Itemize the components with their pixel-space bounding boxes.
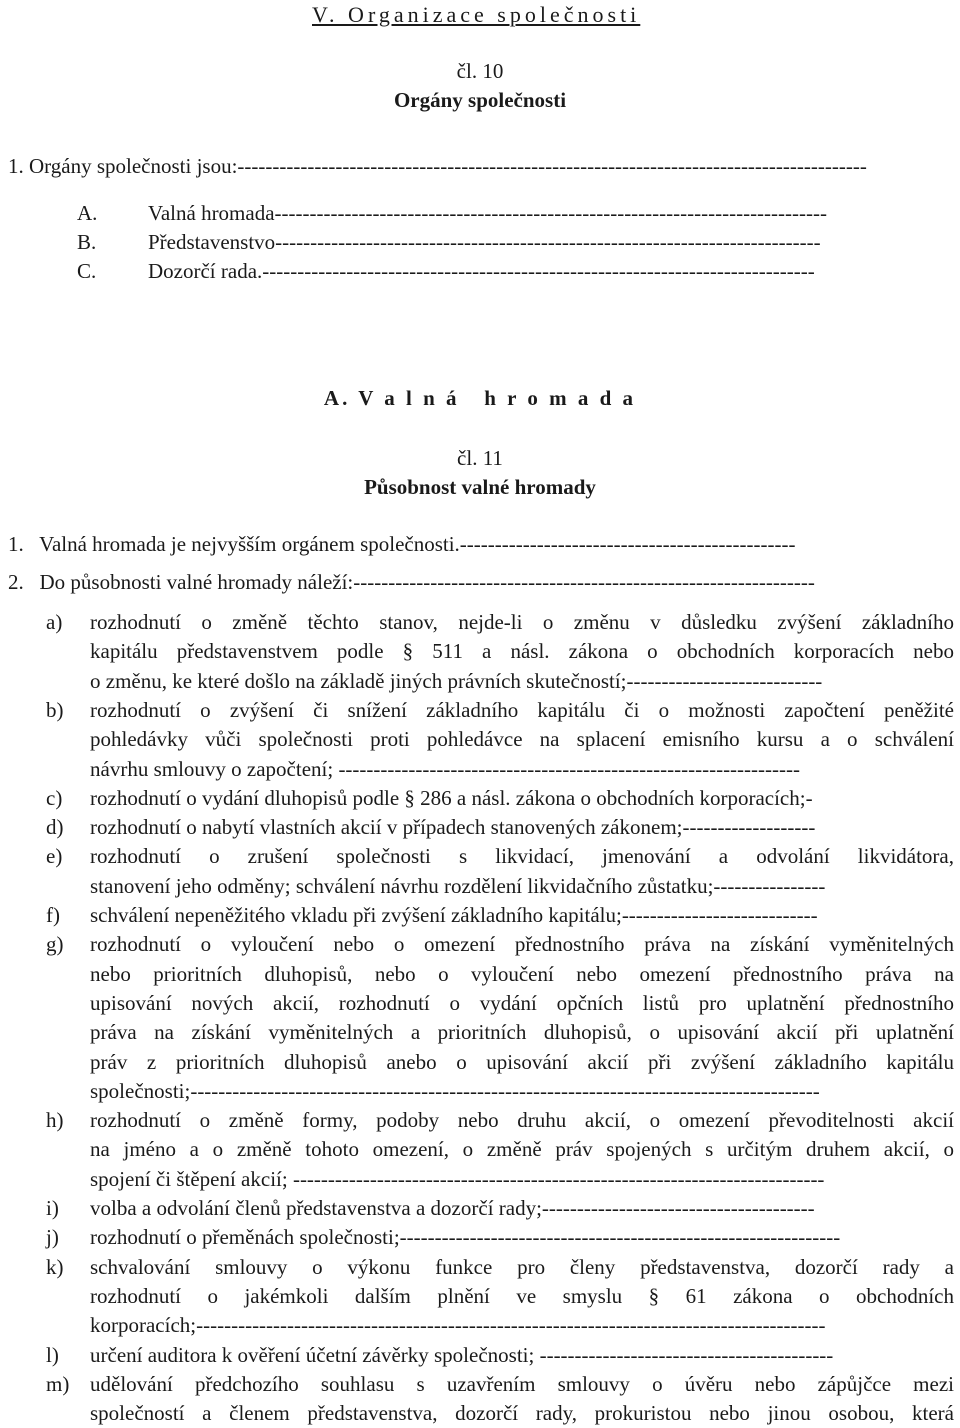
list-line: na jméno a o změně tohoto omezení, o změně práv spojených s určitým druhem akcií, o [90, 1137, 954, 1161]
list-line: o změnu, ke které došlo na základě jiných právních skutečností;---------------------------- [90, 669, 823, 693]
article-11-item-2: 2. Do působnosti valné hromady náleží:------------------------------------------------------------------ [8, 570, 815, 594]
list-line: rozhodnutí o jakémkoli dalším plnění ve smyslu § 61 zákona o obchodních [90, 1284, 954, 1308]
list-line: rozhodnutí o vyloučení nebo o omezení přednostního práva na získání vyměnitelných [90, 932, 954, 956]
list-letter: c) [46, 786, 63, 810]
article-10-title: Orgány společnosti [393, 88, 567, 112]
section-a-title: A. V a l n á h r o m a d a [323, 386, 637, 410]
list-line: schválení nepeněžitého vkladu při zvýšení základního kapitálu;---------------------------- [90, 903, 818, 927]
list-line: rozhodnutí o přeměnách společnosti;--------------------------------------------------------------- [90, 1225, 841, 1249]
body-item-dozorci-rada: Dozorčí rada.------------------------------------------------------------------------------- [148, 259, 815, 283]
body-letter-b: B. [77, 230, 97, 254]
article-10-number: čl. 10 [456, 59, 504, 83]
list-line: společností a členem představenstva, dozorčí rady, prokuristou nebo jinou osobou, která [90, 1401, 954, 1425]
article-11-title: Působnost valné hromady [364, 475, 596, 499]
list-line: rozhodnutí o zrušení společnosti s likvidací, jmenování a odvolání likvidátora, [90, 844, 954, 868]
list-line: schvalování smlouvy o výkonu funkce pro členy představenstva, dozorčí rady a [90, 1255, 954, 1279]
list-letter: l) [46, 1343, 59, 1367]
list-line: rozhodnutí o změně formy, podoby nebo druhu akcií, o omezení převoditelnosti akcií [90, 1108, 954, 1132]
section-title: V. Organizace společnosti [312, 2, 641, 27]
body-letter-c: C. [77, 259, 97, 283]
list-letter: g) [46, 932, 64, 956]
article-11-number: čl. 11 [457, 446, 503, 470]
list-line: rozhodnutí o změně těchto stanov, nejde-li o změnu v důsledku zvýšení základního [90, 610, 954, 634]
article-11-item-1: 1. Valná hromada je nejvyšším orgánem společnosti.------------------------------------------------ [8, 532, 796, 556]
body-item-valna-hromada: Valná hromada------------------------------------------------------------------------------- [148, 201, 827, 225]
body-letter-a: A. [77, 201, 98, 225]
list-line: určení auditora k ověření účetní závěrky společnosti; ------------------------------------------ [90, 1343, 834, 1367]
list-line: rozhodnutí o zvýšení či snížení základního kapitálu či o možnosti započtení peněžité [90, 698, 954, 722]
list-line: návrhu smlouvy o započtení; ------------------------------------------------------------------ [90, 757, 800, 781]
list-line: korporacích;------------------------------------------------------------------------------------------ [90, 1313, 826, 1337]
list-letter: a) [46, 610, 63, 634]
list-letter: k) [46, 1255, 64, 1279]
list-line: nebo prioritních dluhopisů, nebo o vyloučení nebo omezení přednostního práva na [90, 962, 954, 986]
list-letter: e) [46, 844, 63, 868]
list-line: stanovení jeho odměny; schválení návrhu rozdělení likvidačního zůstatku;---------------- [90, 874, 826, 898]
list-line: společnosti;------------------------------------------------------------------------------------------ [90, 1079, 820, 1103]
list-letter: b) [46, 698, 64, 722]
list-line: práva na získání vyměnitelných a prioritních dluhopisů, o upisování akcií při uplatnění [90, 1020, 954, 1044]
list-line: volba a odvolání členů představenstva a dozorčí rady;--------------------------------------- [90, 1196, 815, 1220]
list-letter: j) [46, 1225, 59, 1249]
list-line: upisování nových akcií, rozhodnutí o vydání opčních listů pro uplatnění přednostního [90, 991, 954, 1015]
article-10-item-1: 1. Orgány společnosti jsou:------------------------------------------------------------------------------------------ [8, 154, 867, 178]
list-line: spojení či štěpení akcií; ---------------------------------------------------------------------------- [90, 1167, 825, 1191]
list-letter: h) [46, 1108, 64, 1132]
list-line: rozhodnutí o vydání dluhopisů podle § 286 a násl. zákona o obchodních korporacích;- [90, 786, 813, 810]
list-letter: i) [46, 1196, 59, 1220]
list-line: pohledávky vůči společnosti proti pohledávce na splacení emisního kursu a o schválení [90, 727, 954, 751]
list-letter: f) [46, 903, 60, 927]
list-letter: m) [46, 1372, 70, 1396]
list-line: rozhodnutí o nabytí vlastních akcií v případech stanovených zákonem;------------------- [90, 815, 816, 839]
list-line: udělování předchozího souhlasu s uzavřením smlouvy o úvěru nebo zápůjčce mezi [90, 1372, 954, 1396]
list-letter: d) [46, 815, 64, 839]
list-line: kapitálu představenstvem podle § 511 a násl. zákona o obchodních korporacích nebo [90, 639, 954, 663]
list-line: práv z prioritních dluhopisů anebo o upisování akcií při zvýšení základního kapitálu [90, 1050, 954, 1074]
body-item-predstavenstvo: Představenstvo------------------------------------------------------------------------------ [148, 230, 821, 254]
